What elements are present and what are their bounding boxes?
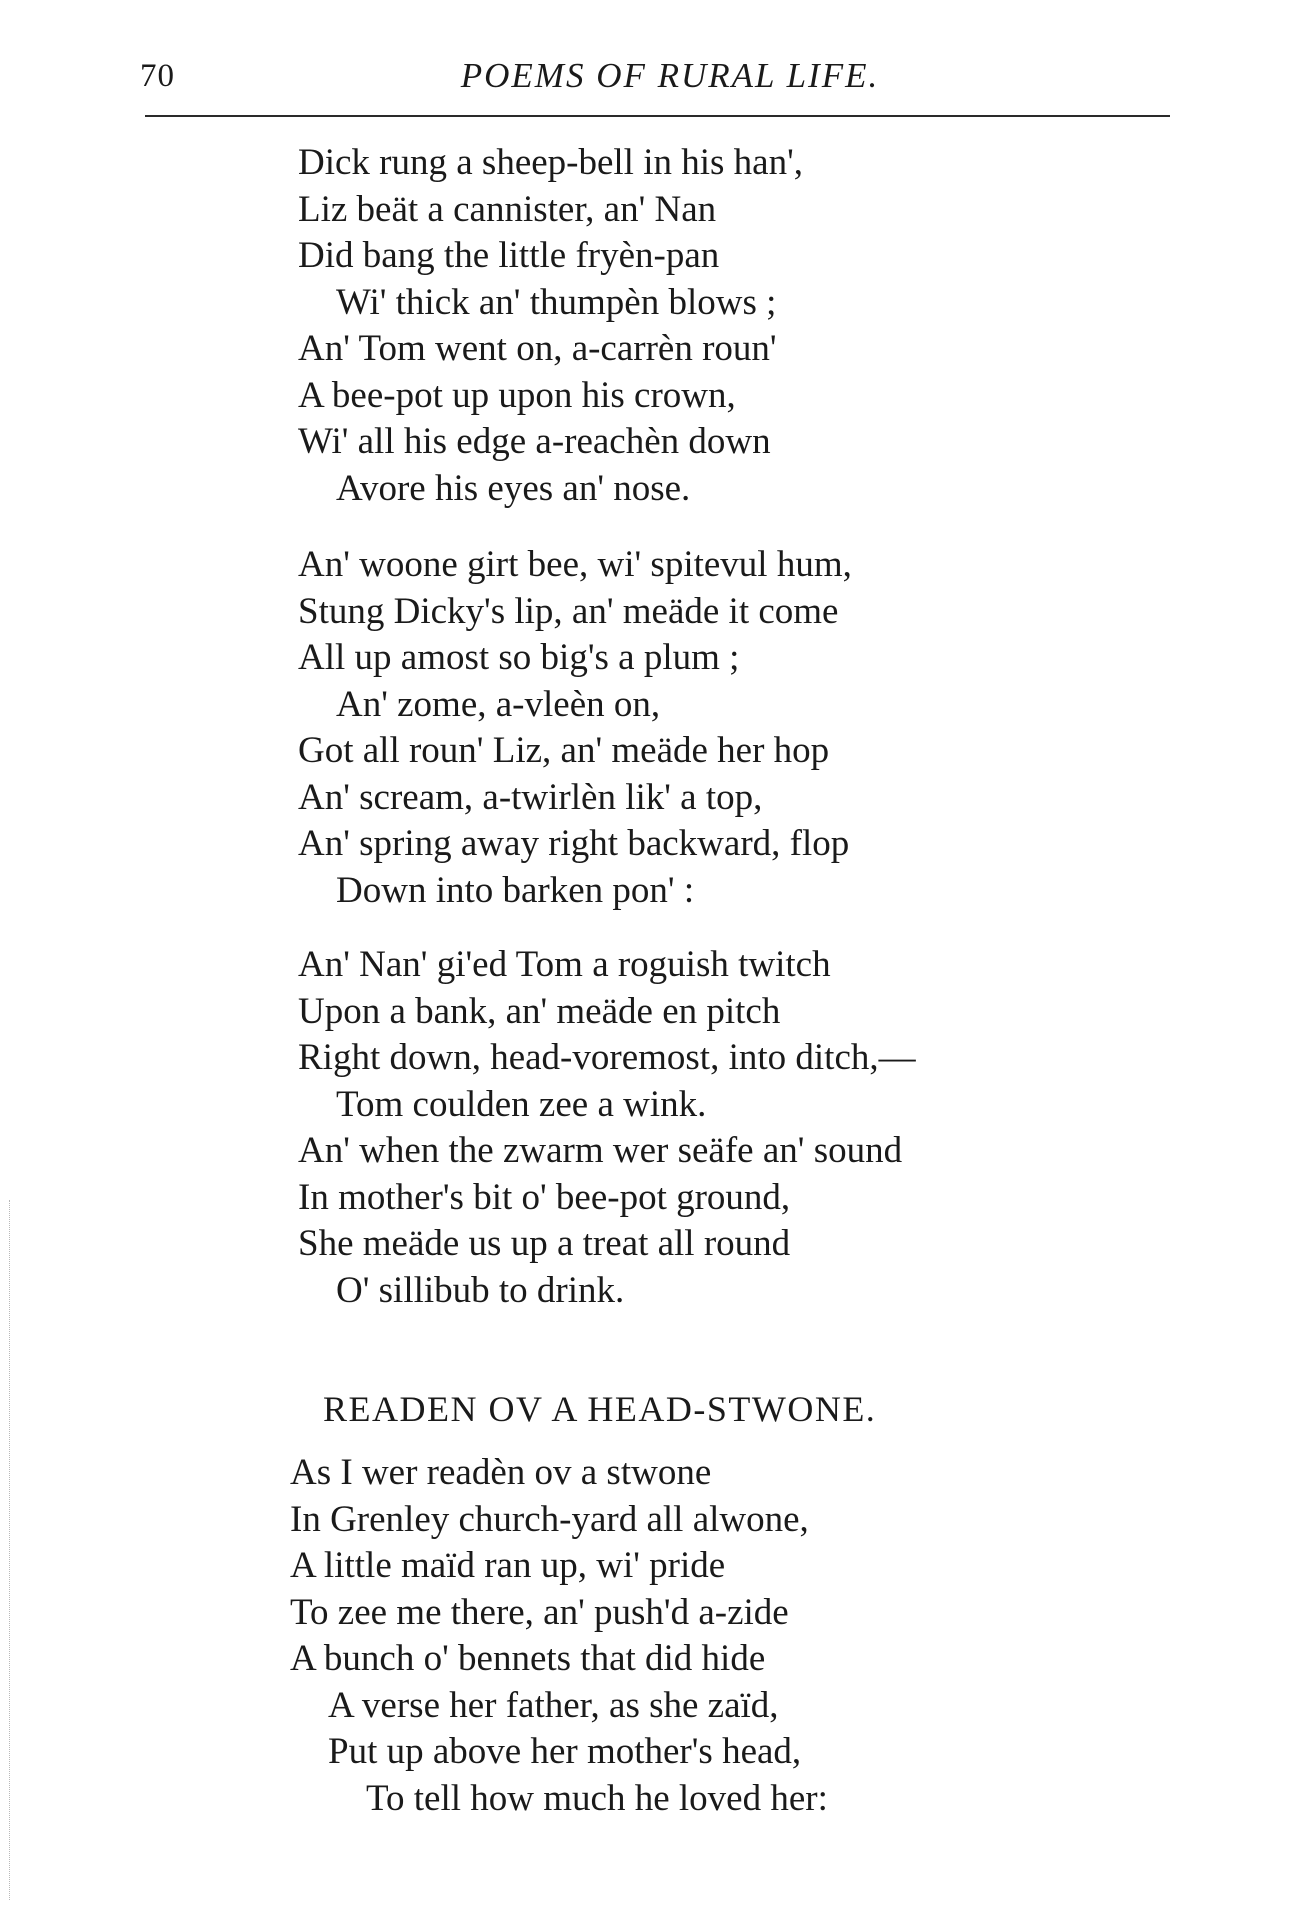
page-header [140,52,1170,102]
verse-line: An' scream, a-twirlèn lik' a top, [298,776,763,818]
verse-line: A verse her father, as she zaïd, [328,1684,779,1726]
verse-line: Dick rung a sheep-bell in his han', [298,142,804,183]
stanza-2 [298,542,852,914]
verse-line: A bunch o' bennets that did hide [290,1638,766,1679]
verse-line: Avore his eyes an' nose. [336,467,691,509]
verse-line: Wi' all his edge a-reachèn down [298,421,771,462]
verse-line: An' Tom went on, a-carrèn roun' [298,328,777,369]
verse-line: Did bang the little fryèn-pan [298,235,720,276]
verse-line: Right down, head-voremost, into ditch,— [298,1037,916,1078]
verse-line: To zee me there, an' push'd a-zide [290,1591,789,1633]
verse-line: To tell how much he loved her: [366,1777,828,1819]
verse-line: An' when the zwarm wer seäfe an' sound [298,1130,903,1171]
verse-line: An' Nan' gi'ed Tom a roguish twitch [298,944,831,985]
verse-line: Wi' thick an' thumpèn blows ; [336,281,777,323]
verse-line: An' zome, a-vleèn on, [336,683,661,725]
verse-line: An' woone girt bee, wi' spitevul hum, [298,544,852,585]
header-rule [145,115,1170,117]
verse-line: Stung Dicky's lip, an' meäde it come [298,590,839,632]
verse-line: In Grenley church-yard all alwone, [290,1498,809,1540]
verse-line: In mother's bit o' bee-pot ground, [298,1176,791,1218]
verse-line: Tom coulden zee a wink. [336,1083,707,1125]
verse-line: A bee-pot up upon his crown, [298,374,736,416]
verse-line: She meäde us up a treat all round [298,1223,791,1264]
verse-line: An' spring away right backward, flop [298,823,850,864]
verse-line: Put up above her mother's head, [328,1731,802,1772]
verse-line: Down into barken pon' : [336,869,695,911]
stanza-1 [298,140,803,512]
poem-title: READEN OV A HEAD-STWONE. [323,1389,877,1429]
binding-edge [9,1200,10,1900]
page-number: 70 [140,58,175,94]
verse-line: Got all roun' Liz, an' meäde her hop [298,730,830,771]
verse-line: Upon a bank, an' meäde en pitch [298,990,781,1032]
stanza-4 [290,1450,828,1822]
verse-line: All up amost so big's a plum ; [298,637,740,678]
verse-line: A little maïd ran up, wi' pride [290,1545,726,1586]
running-title: POEMS OF RURAL LIFE. [460,56,880,95]
verse-line: As I wer readèn ov a stwone [290,1452,712,1493]
verse-line: O' sillibub to drink. [336,1269,625,1311]
stanza-3 [298,942,916,1314]
verse-line: Liz beät a cannister, an' Nan [298,188,717,230]
